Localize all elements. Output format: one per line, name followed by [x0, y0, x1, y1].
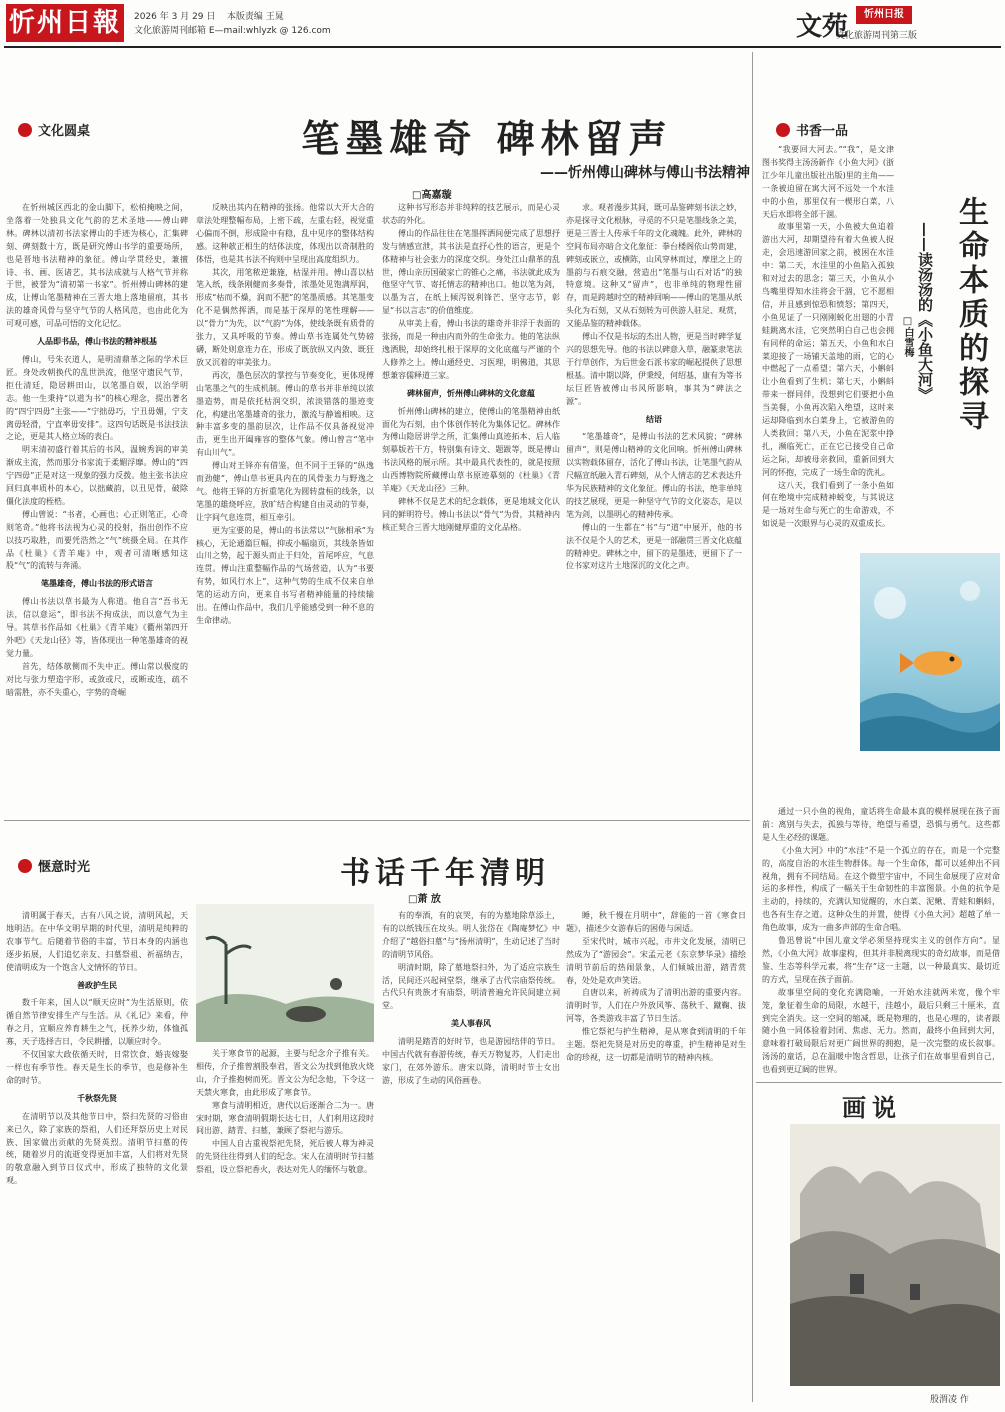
article1-subheading-4: 结语 — [646, 414, 662, 424]
article1-subheading-2: 笔墨雄奇，傅山书法的形式语言 — [41, 579, 153, 589]
landscape-painting-icon — [790, 1124, 1000, 1386]
article1-column-2: 反映出其内在精神的张扬。他常以大开大合的章法处理整幅布局，上密下疏，左重右轻，视觉重心偏而不倒，形成险中有稳，乱中见序的整体结构感。这种欹正相生的结体法度，体现出以奇制胜的体悟，也是其书法不拘则中呈现出高度组织力。 其次，用笔秾逆兼施，枯湿并用。傅山喜以枯笔入纸，线条刚健而多奏骨，浓墨处见饱满厚润，形成“枯而不燥，润而不肥”的笔墨质感。其笔墨变化不是偶然挥洒，而是基于深厚的笔性理解——以“骨力”为先，以“气韵”为体，使线条既有质骨的张力，又具呼吸的节奏。傅山草书连属处气势磅礴，断处则意连力在，形成了既放纵又内敛、既狂放又沉着的审美张力。 再次，墨色层次的掌控与节奏变化，更体现傅山笔墨之气的生成机制。傅山的草书并非单纯以浓墨造势，而是依托枯润交织，浓淡错落的墨迹变化，构建出笔墨雄奇的张力，激流与静谧相映。这种丰富多变的墨韵层次，让作品不仅具备视觉冲击，更生出开阖雍容的整体气象。傅山曾言“笔中有山川气”。 傅山对王铎亦有借鉴，但不同于王铎的“纵逸而劲健”，傅山草书更具内在的风骨张力与野逸之气。他将王铎的方折重笔化为圆转盘桓的线条，以笔墨的雄烧呼应，放旷结合构建自由灵动的节奏，让字间气息连贯，相互牵引。 更为宝要的是，傅山的书法常以“气脉相承”为核心，无论通篇巨幅，抑或小幅扇页，其线条皆如山川之势，起于源头而止于归处，首尾呼应，气息连贯。傅山注重整幅作品的气场营造，认为“书要有势，如风行水上”，这种气势的生成不仅来自单笔的运动方向，更来自书写者精神能量的持续输出。在傅山作品中，我们几乎能感受到一种不息的生命律动。 — [196, 203, 374, 625]
painting-label: 画说 — [842, 1093, 902, 1122]
book-cover-image — [860, 553, 1000, 751]
section-subtitle: 文化旅游周刊第三版 — [836, 31, 918, 41]
section-label-culture: 文化圆桌 — [18, 120, 90, 139]
newspaper-masthead: 忻州日報 — [6, 4, 124, 42]
ink-painting-icon — [196, 904, 374, 1042]
article2-column-1: “我要回大河去。”“我”，是文津图书奖得主汤汤新作《小鱼大河》(浙江少年儿童出版社出版)里的主角——一条被迫留在寓大河不远处一个水洼中的小鱼，那里仅有一楔形白菜，八天后水即将全部干涸。 故事里第一天，小鱼被大鱼追着游出大河，却期望待有着大鱼被人捉走，会迅速游回家之前，被困在水洼中：第二天，水洼里的小鱼陷入孤独和对过去的思念；第三天，小鱼从小鸟嘴里得知水洼将会干涸，它不愿相信，并且感到惊恐和愤怒；第四天，小鱼见证了一只刚刚蜕化出翅的小青蛙跳离水洼，它突然明白自己也会拥有同样的命运；第五天，小鱼和水白菜迎接了一场铺天盖地的雨，它的心中燃起了一点希望；第六天，小蝌蚪让小鱼看到了生机；第七天，小蝌蚪带来一群同伴，没想到它们要把小鱼当美餐，小鱼再次陷入绝望，这时来运却降临到水白菜身上，它被游鱼的人类救回；第八天，小鱼在泥浆中挣扎，濒临死亡，正在它已接受自己命运之际，却被母亲救回，重新回到大河的怀抱，完成了一场生命的洗礼。 这八天，我们看到了一条小鱼如何在绝境中完成精神蜕变，与其说这是一场对生命与死亡的生命游戏，不如说是一次眼界与心灵的双重成长。 — [762, 145, 894, 529]
article3-column-2: 关于寒食节的起源，主要与纪念介子推有关。相传，介子推曾割股奉君，晋文公为找到他放火烧山，介子推抱树而死。晋文公为纪念他，下令这一天禁火寒食，由此形成了寒食节。 寒食与清明相近，唐代以后逐渐合二为一。唐宋时期，寒食清明假期长达七日，人们利用这段时间出游、踏青、扫墓，兼顾了祭祀与游乐。 中国人自古重视祭祀先贤，死后被人尊为神灵的先贤往往得到人们的纪念。宋人在清明时节扫墓祭祖，设立祭祀香火，表达对先人的缅怀与敬意。 — [196, 1049, 374, 1175]
article1-subheading-1: 人品即书品，傅山书法的精神根基 — [37, 337, 157, 347]
issue-date: 2026 年 3 月 29 日 — [134, 12, 216, 22]
fish-illustration-icon — [860, 553, 1000, 751]
article1-column-3: 这种书写形态并非纯粹的技艺展示，而是心灵状态的外化。 傅山的作品往往在笔墨挥洒间便完成了思想抒发与情感宣泄，其书法是直抒心性的语言，更是个体精神与社会张力的深度交织。身处江山鼎革的乱世，傅山亲历国破家亡的锥心之痛，书法就此成为他坚守气节、寄托情志的精神出口。他以笔为剑，以墨为言，在纸上倾泻锐利锋芒、坚守志节，彰显“书以言志”的价值维度。 从审美上看，傅山书法的雄奇并非浮于表面的张扬，而是一种由内而外的生命张力。他的笔法纵逸洒脱，却始终扎根于深厚的文化底蕴与严谨的个人修养之上。傅山通经史、习医理，明佛道，其思想兼容儒释道三家。 碑林留声，忻州傅山碑林的文化意蕴 忻州傅山碑林的建立，使傅山的笔墨精神由纸面化为石刻，由个体创作转化为集体记忆。碑林作为傅山隐居讲学之所，汇集傅山真迹拓本、后人临刻摹版若干方，特别集有诗文、题跋等，既是傅山书法风格的展示所。其中最具代表性的，就是按照山西博物院所藏傅山草书原迹摹刻的《杜巢》《青羊庵》《天龙山径》三种。 碑林不仅是艺术的纪念载体，更是地域文化认同的鲜明符号。傅山书法以“骨气”为骨，其精神内核正契合三晋大地刚健厚重的文化品格。 — [382, 203, 560, 532]
contact-email: 文化旅游周刊邮箱 E—mail:whlyzk @ 126.com — [134, 26, 331, 36]
column-divider — [752, 52, 753, 1402]
section-label-books: 书香一品 — [776, 120, 848, 139]
circle-icon — [18, 859, 32, 873]
circle-icon — [18, 123, 32, 137]
article1-subtitle: ——忻州傅山碑林与傅山书法精神 — [540, 165, 750, 181]
header-info — [134, 10, 331, 38]
article1-column-4: 求。观者漫步其间，既可品鉴碑刻书法之妙，亦是探寻文化根脉，寻觅的不只是笔墨线条之美，更是三晋士人传承千年的文化魂魄。此外，碑林的空间布局亦暗合文化象征：拳台楼阁依山势而建，碑刻或嵌立，或横陈，山风穿林而过，摩崖之上的墨韵与石痕交融，营造出“笔墨与山石对话”的独特意境。这种又“留声”，也非单纯的物理性留存，而是跨越时空的精神回响——傅山的笔墨从纸头化为石刻，又从石刻转为可供游人驻足、观赏，又能品鉴的精神载体。 傅山不仅是书坛的杰出人物，更是当时碑学复兴的思想先导。他的书法以碑意入草，融篆隶笔法于行草创作，为后世金石派书家的崛起提供了思想根基。清中期以降，伊秉绶，何绍基，康有为等书坛巨匠皆被傅山书风所影响，事其为“碑法之源”。 结语 “笔墨雄奇”，是傅山书法的艺术风貌；“碑林留声”，则是傅山精神的文化回响。忻州傅山碑林以实物载体留存，活化了傅山书法，让笔墨气韵从尺幅宣纸融入青石碑刻，从个人情志的艺术表达升华为民族精神的文化象征。傅山的书法，绝非单纯的技艺展现，更是一种坚守气节的文化姿态，是以笔为剑，以墨明心的精神传承。 傅山的一生都在“书”与“道”中展开，他的书法不仅是个人的艺术，更是一部融贯三晋文化底蕴的精神史。碑林之中，留下的是墨迹，更留下了一位书家对这片土地深沉的文化之声。 — [566, 203, 742, 571]
article3-subheading-2: 千秋祭先贤 — [77, 1093, 117, 1103]
section-title: 文苑 — [796, 12, 849, 42]
article1-author: □高嘉璇 — [412, 190, 452, 201]
article3-column-4: 睡，秋千慢在月明中”，辞能的一首《寒食日题》，描述少女游春后的困倦与闲适。 至宋代时，城市兴起，市井文化发展，清明已然成为了“游园会”。宋孟元老《东京梦华录》描绘清明节前后的热闹景象，人们倾城出游，踏青赏春，处处是欢声笑语。 自唐以来，祈祷成为了清明出游的重要内容。清明时节，人们在户外放风筝、荡秋千、蹴鞠、拔河等，各类游戏丰富了节日生活。 惟它祭祀与护生精神，是从寒食到清明的千年主题。祭祀先贤是对历史的尊重，护生精神是对生命的珍视，这一切都是清明节的精神内核。 — [566, 911, 746, 1062]
article3-subheading-3: 美人事春风 — [451, 1019, 491, 1029]
article3-illustration — [196, 904, 374, 1042]
section-label-leisure: 惬意时光 — [18, 856, 90, 875]
article2-title: 生命本质的探寻 — [953, 196, 988, 434]
painting-divider — [756, 1082, 1002, 1083]
article1-subheading-3: 碑林留声，忻州傅山碑林的文化意蕴 — [407, 388, 535, 398]
article1-column-1: 在忻州城区西北的金山脚下，松柏掩映之间，坐落着一处独具文化气韵的艺术圣地——傅山碑林。碑林以清初书法家傅山的手迹为核心，汇集碑刻、碑刻数十方，既是研究傅山书学的重要场所，也是晋地书法精神的象征。傅山学贯经史，兼擅诗、书、画、医诸艺，其书法成就与人格气节并称于世，被誉为“清初第一书家”。忻州傅山碑林的建成，让傅山笔墨精神在三晋大地上落地留痕，其书法的雄奇风骨与坚守气节的人格风范，也由此化为可观可感，可品可悟的文化记忆。 人品即书品，傅山书法的精神根基 傅山，号朱衣道人，是明清鼎革之际的学术巨匠。身处改朝换代的乱世洪流，他坚守遗民气节，拒仕清廷，隐居耕田山，以笔墨自娱，以治学明志。他一生秉持“以道为书”的核心理念，提出著名的“四宁四毋”主张——“宁拙毋巧，宁丑毋媚，宁支离毋轻滑，宁直率毋安排”。这四句话既是书法技法之论，更是其人格立场的表白。 明末清初盛行着其后的书风，温婉秀润的审美渐成主流，然而那分书家流于柔媚浮靡。傅山的“四宁四毋”正是对这一现象的强力反拨。他主张书法应回归真率质朴的本心，以拙藏韵，以丑见骨，破除僵化法度的桎梏。 傅山曾说：“书者，心画也；心正则笔正，心奇则笔奇。”他将书法视为心灵的投射，指出创作不应以技巧取胜，而要凭浩然之“气”统摄全局。在其作品《杜巢》《青羊庵》中，观者可清晰感知这股“气”的流转与奔涌。 笔墨雄奇，傅山书法的形式语言 傅山书法以草书最为人称道。他自言“吾书无法，信以意运”，即书法不拘成法，而以意气为主导。其草书作品如《杜巢》《青羊庵》《衢州第四开外吧》《天龙山径》等，皆体现出一种笔墨雄奇的视觉力量。 首先，结体欹侧而不失中正。傅山常以极度的对比与张力塑造字形，或敛或尺，或断或连，疏不暗需胜，亦不失重心，字势的奇崛 — [6, 203, 188, 697]
page-editor: 本版责编 王晁 — [226, 12, 284, 22]
header-rule — [4, 46, 1001, 48]
section-divider — [4, 820, 750, 821]
article3-author: □萧 放 — [408, 894, 441, 905]
painting-caption: 殷渭凌 作 — [930, 1395, 969, 1405]
painting-image — [790, 1124, 1000, 1386]
article3-column-3: 有的奉酒，有的哀哭，有的为墓地除草添土，有的以纸钱压在坟头。明人张岱在《陶庵梦忆》中介绍了“越俗扫墓”与“扬州清明”，生动记述了当时的清明节风俗。 明清时期，除了墓地祭扫外，为了适应宗族生活，民间还兴起祠堂祭，继承了古代宗庙祭传统。古代只有贵族才有庙祭，明清普遍允许民间建立祠堂。 美人事春风 清明是踏青的好时节，也是游园结伴的节日。中国古代就有春游传统，春天万物复苏，人们走出家门，在郊外游乐。唐宋以降，清明时节士女出游，形成了生动的风俗画卷。 — [382, 911, 560, 1085]
article3-title: 书话千年清明 — [340, 856, 550, 891]
article2-subtitle: ——读汤汤的《小鱼大河》 — [916, 222, 934, 402]
article1-title: 笔墨雄奇 碑林留声 — [301, 116, 673, 161]
article3-column-1: 清明属于春天，古有八风之说，清明风起，天地明洁。在中华文明早期的时代里，清明是纯粹的农事节气。后随着节俗的丰富，节日本身的内涵也逐步拓展，人们追忆亲友、扫墓祭祖、祈福纳吉，使清明成为一个饱含人文情怀的节日。 善政护生民 数千年来，国人以“顺天应时”为生活原则，依循自然节律安排生产与生活。从《礼记》来看，仲春之月，宜顺应养育耕生之气，抚养少幼，体恤孤寡，天子选择吉日，令民耕播，以顺应时令。 不仅国家大政依循天时，日常饮食、婚丧嫁娶一样也有季节性。春天是生长的季节，也是修补生命的时节。 千秋祭先贤 在清明节以及其他节日中，祭扫先贤的习俗由来已久，除了家族的祭祖，人们还拜祭历史上对民族、国家做出贡献的先贤英烈。清明节扫墓的传统，随着岁月的流逝变得更加丰富，人们将对先贤的敬意融入到节日仪式中，形成了独特的文化景观。 — [6, 911, 188, 1186]
section-mini-logo: 忻州日报 — [856, 6, 912, 24]
circle-icon — [776, 123, 790, 137]
article3-subheading-1: 善政护生民 — [77, 980, 117, 990]
article2-author: □白雪梅 — [902, 316, 913, 357]
article2-column-2: 通过一只小鱼的视角，童话将生命最本真的模样展现在孩子面前：离别与失去，孤独与等待，绝望与希望，恐惧与勇气。这些都是人生必经的课题。 《小鱼大河》中的“水洼”不是一个孤立的存在，而是一个完整的，高度自治的水洼生物群体。每一个生命体，都可以延伸出不同视角，拥有不同结局。在这个微型宇宙中，不同生命展现了应对命运的多样性，构成了一幅关于生命韧性的丰富图景。小鱼的抗争是主动的，持续的，充满认知觉醒的，水白菜、泥鳅、青蛙和蝌蚪，也各有生存之道。这种众生的并置，使得《小鱼大河》超越了单一角色故事，成为一曲多声部的生命合唱。 鲁迅曾说“中国儿童文学必须坚持现实主义的创作方向”。显然，《小鱼大河》故事虚构，但其并非脱离现实的奇幻故事，而是借鉴、生态等科学元素，将“生存”这一主题，以一种最真实、最切近的方式，呈现在孩子面前。 故事里空间的变化充满隐喻，一开始水洼就两米宽，像个牢笼，象征着生命的局限，水越干，洼越小，最后只剩三十厘米，直到完全消失。这一空间的缩减，既是物理的，也是心理的，读者跟随小鱼一同体验着封闭、焦虑、无力。然而，最终小鱼回到大河，意味着打破局限后对更广阔世界的拥抱，是一次完整的成长叙事。汤汤的童话，总在温暖中饱含哲思，让孩子们在故事里看到自己，也看到更辽阔的世界。 — [762, 807, 1000, 1075]
